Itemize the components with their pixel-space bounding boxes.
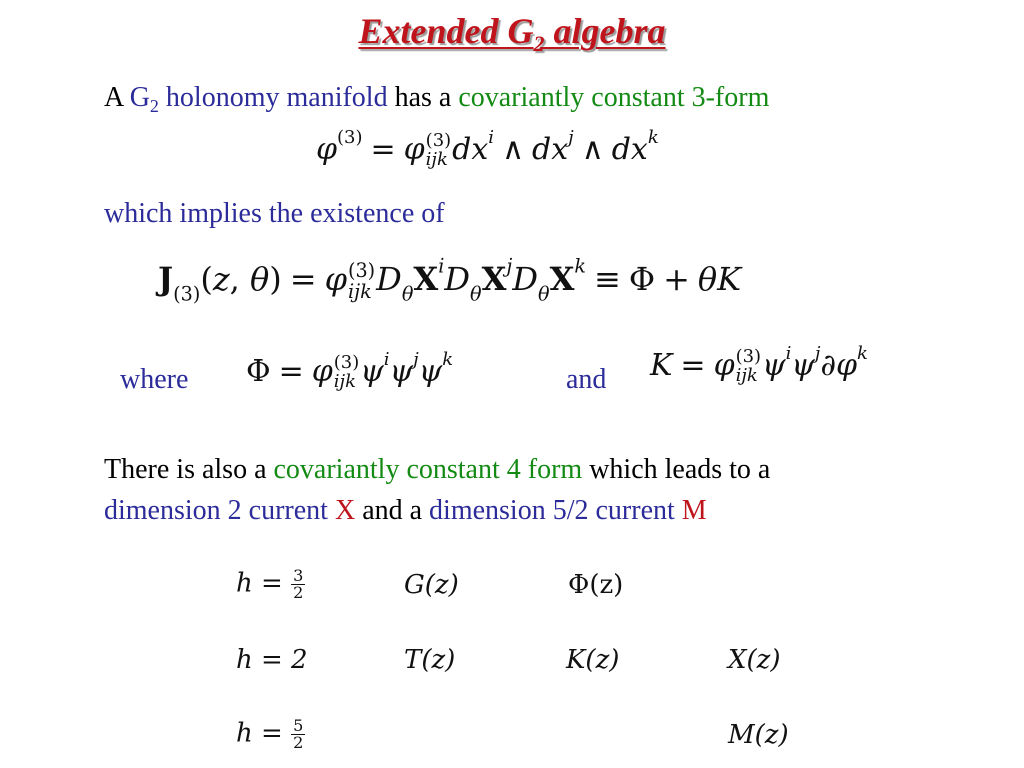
k-definition: K = φ (3) ijk $\psi^i\psi^j\partial\varphi^k$ xyxy=(650,342,868,386)
and-label: and xyxy=(566,364,607,395)
row2-col3: X(z) xyxy=(728,645,781,675)
intro-line: A $G_2$ holonomy manifold has a covariantly constant 3-form xyxy=(104,82,770,116)
row1-col2: Φ(z) xyxy=(568,570,624,600)
row1-col1: G(z) xyxy=(404,570,459,600)
row3-col3: M(z) xyxy=(728,720,789,750)
implies-line: which implies the existence of xyxy=(104,198,445,229)
slide-title: Extended $G_2$ algebra xyxy=(358,11,666,57)
row2-col1: T(z) xyxy=(404,645,456,675)
row2-col2: K(z) xyxy=(566,645,620,675)
row2-h: h = 2 xyxy=(236,645,308,675)
four-form-line: There is also a covariantly constant 4 form which leads to a xyxy=(104,454,771,485)
currents-line: dimension 2 current X and a dimension 5/2 current M xyxy=(104,495,707,526)
three-form-equation: $\varphi^{(3)} = \varphi$ (3) ijk $dx^i$ ∧ $dx^j$ ∧ $dx^k$ xyxy=(316,126,659,170)
row1-h: h = $\frac{3}{2}$ xyxy=(236,566,304,603)
current-j-equation: $J_{(3)}(z$, θ) = φ (3) ijk $D_\theta X^iD_\theta X^jD_\theta X^k \equiv \Phi + \theta K$ xyxy=(158,254,742,306)
where-label: where xyxy=(120,364,189,395)
phi-definition: Φ = φ (3) ijk $\psi^i\psi^j\psi^k$ xyxy=(246,348,454,392)
row3-h: h = $\frac{5}{2}$ xyxy=(236,716,304,753)
